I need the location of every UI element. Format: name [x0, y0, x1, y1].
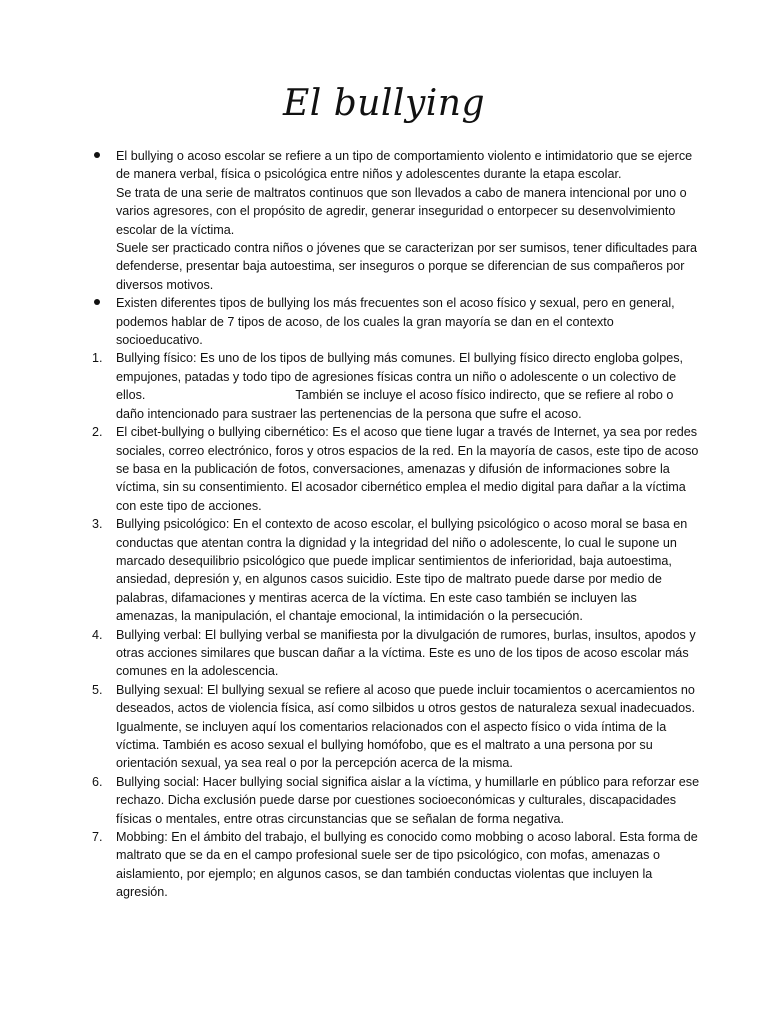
- paragraph: Bullying social: Hacer bullying social significa aislar a la víctima, y humillarle en público para reforzar ese rechazo. Dicha exclusión puede darse por cuestiones socioeconómicas y culturales, discapacidades físicas o mentales, entre otras circunstancias que se señalan de forma negativa.: [116, 774, 700, 826]
- paragraph: Mobbing: En el ámbito del trabajo, el bullying es conocido como mobbing o acoso laboral. Esta forma de maltrato que se da en el campo profesional suele ser de tipo psicológico, con mofas, amenazas o aislamiento, por ejemplo; en algunos casos, se dan también conductas violentas que incluyen la agresión.: [116, 830, 698, 900]
- list-number: 5.: [92, 682, 103, 697]
- numbered-item-6: [92, 773, 700, 828]
- bullet-dot-icon: [94, 299, 100, 305]
- paragraph: Se trata de una serie de maltratos continuos que son llevados a cabo de manera intencional por uno o varios agresores, con el propósito de agredir, generar inseguridad o entorpecer su desenvolvimiento escolar de la víctima.: [116, 185, 687, 237]
- numbered-item-1: [92, 349, 700, 423]
- paragraph: Bullying verbal: El bullying verbal se manifiesta por la divulgación de rumores, burlas, insultos, apodos y otras acciones similares que buscan dañar a la víctima. Este es uno de los tipos de acoso escolar más comunes en la adolescencia.: [116, 627, 696, 679]
- text-segment: También se incluye el acoso físico indirecto, que se refiere al robo o daño intencionado para sustraer las pertenencias de la persona que sufre el acoso.: [116, 388, 674, 421]
- numbered-item-7: [92, 828, 700, 902]
- bullet-dot-icon: [94, 152, 100, 158]
- list-number: 7.: [92, 830, 103, 845]
- list-number: 1.: [92, 351, 103, 366]
- paragraph: Bullying sexual: El bullying sexual se refiere al acoso que puede incluir tocamientos o acercamientos no deseados, actos de violencia física, así como silbidos u otros gestos de naturaleza sexual inadecuados. Igualmente, se incluyen aquí los comentarios relacionados con el aspecto físico o vida íntima de la víctima. También es acoso sexual el bullying homófobo, que es el maltrato a una persona por su orientación sexual, ya sea real o por la percepción acerca de la misma.: [116, 682, 695, 771]
- list-number: 6.: [92, 774, 103, 789]
- document-body: [92, 147, 700, 902]
- paragraph: El bullying o acoso escolar se refiere a un tipo de comportamiento violento e intimidatorio que se ejerce de manera verbal, física o psicológica entre niños y adolescentes durante la etapa escolar.: [116, 149, 693, 182]
- bullet-item-2: [116, 294, 700, 349]
- text-segment: Bullying físico: Es uno de los tipos de bullying más comunes. El bullying físico directo engloba golpes, empujones, patadas y todo tipo de agresiones físicas contra un niño o adolescente o un colectivo de ellos.: [116, 351, 684, 403]
- paragraph: Existen diferentes tipos de bullying los más frecuentes son el acoso físico y sexual, pero en general, podemos hablar de 7 tipos de acoso, de los cuales la gran mayoría se dan en el contexto socioeducativo.: [116, 296, 675, 348]
- list-number: 3.: [92, 517, 103, 532]
- paragraph: Bullying psicológico: En el contexto de acoso escolar, el bullying psicológico o acoso moral se basa en conductas que atentan contra la dignidad y la integridad del niño o adolescente, lo cual le supone un marcado desequilibrio psicológico que puede implicar sentimientos de inferioridad, baja autoestima, ansiedad, depresión y, en algunos casos suicidio. Este tipo de maltrato puede darse por medio de palabras, difamaciones y mentiras acerca de la víctima. En este caso también se incluyen las amenazas, la manipulación, el chantaje emocional, la intimidación o la persecución.: [116, 517, 688, 624]
- numbered-item-4: [92, 626, 700, 681]
- paragraph: El cibet-bullying o bullying cibernético: Es el acoso que tiene lugar a través de Internet, ya sea por redes sociales, correo electrónico, foros y otros espacios de la red. En la mayoría de casos, este tipo de acoso se basa en la publicación de fotos, conversaciones, amenazas y difusión de informaciones sobre la víctima, sin su consentimiento. El acosador cibernético emplea el medio digital para dañar a la víctima con este tipo de acciones.: [116, 425, 699, 513]
- document-title: El bullying: [282, 83, 486, 124]
- numbered-item-5: [92, 681, 700, 773]
- paragraph: Suele ser practicado contra niños o jóvenes que se caracterizan por ser sumisos, tener dificultades para defenderse, presentar baja autoestima, ser inseguros o porque se diferencian de sus compañeros por diversos motivos.: [116, 241, 698, 292]
- list-number: 4.: [92, 627, 103, 642]
- list-number: 2.: [92, 425, 103, 440]
- numbered-item-3: [92, 515, 700, 625]
- paragraph: [116, 349, 700, 423]
- numbered-item-2: [92, 423, 700, 515]
- bullet-item-1: [116, 147, 700, 294]
